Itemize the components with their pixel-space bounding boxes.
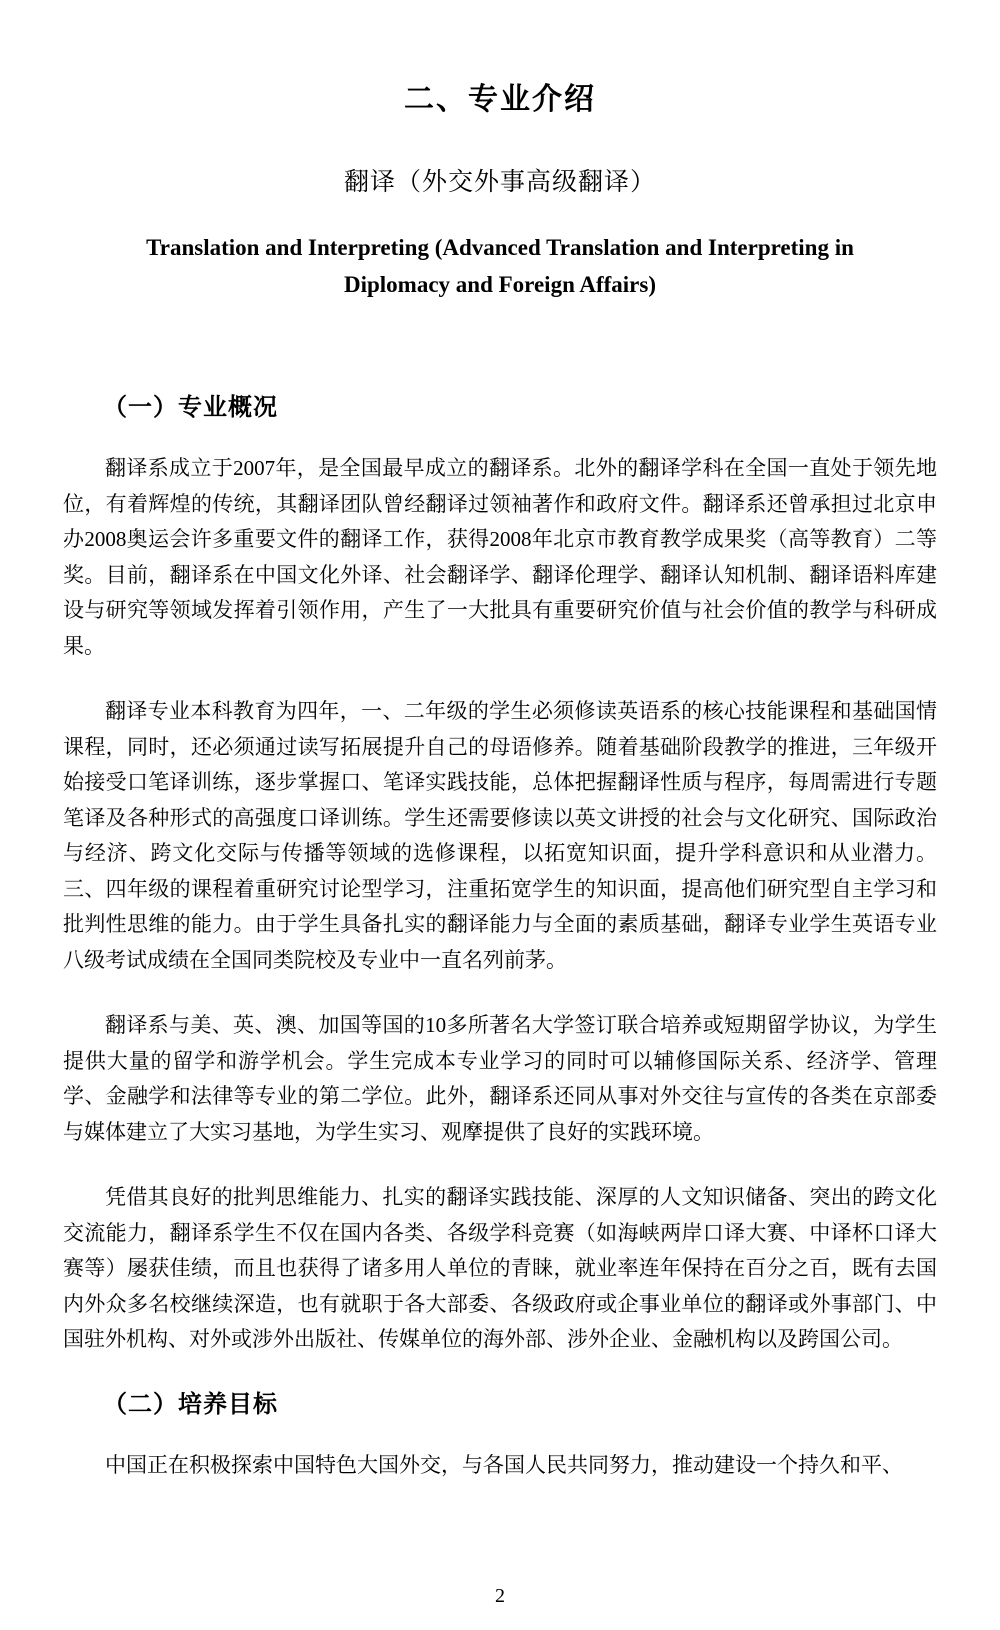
english-title-line-2: Diplomacy and Foreign Affairs): [344, 272, 656, 297]
section-heading-overview: （一）专业概况: [103, 394, 278, 421]
section-heading-objectives: （二）培养目标: [103, 1390, 278, 1418]
page-title: 二、专业介绍: [404, 83, 596, 116]
page-number: 2: [495, 1585, 505, 1607]
overview-paragraph-4: 凭借其良好的批判思维能力、扎实的翻译实践技能、深厚的人文知识储备、突出的跨文化交流能力，翻译系学生不仅在国内各类、各级学科竞赛（如海峡两岸口译大赛、中译杯口译大赛等）屡获佳绩，而且也获得了诸多用人单位的青睐，就业率连年保持在百分之百，既有去国内外众多名校继续深造，也有就职于各大部委、各级政府或企事业单位的翻译或外事部门、中国驻外机构、对外或涉外出版社、传媒单位的海外部、涉外企业、金融机构以及跨国公司。: [63, 1185, 937, 1351]
english-title: [63, 229, 937, 303]
overview-paragraph-2: 翻译专业本科教育为四年，一、二年级的学生必须修读英语系的核心技能课程和基础国情课程，同时，还必须通过读写拓展提升自己的母语修养。随着基础阶段教学的推进，三年级开始接受口笔译训练，逐步掌握口、笔译实践技能，总体把握翻译性质与程序，每周需进行专题笔译及各种形式的高强度口译训练。学生还需要修读以英文讲授的社会与文化研究、国际政治与经济、跨文化交际与传播等领域的选修课程，以拓宽知识面，提升学科意识和从业潜力。三、四年级的课程着重研究讨论型学习，注重拓宽学生的知识面，提高他们研究型自主学习和批判性思维的能力。由于学生具备扎实的翻译能力与全面的素质基础，翻译专业学生英语专业八级考试成绩在全国同类院校及专业中一直名列前茅。: [63, 699, 937, 972]
english-title-line-1: Translation and Interpreting (Advanced Translation and Interpreting in: [146, 235, 854, 260]
overview-paragraph-3: 翻译系与美、英、澳、加国等国的10多所著名大学签订联合培养或短期留学协议，为学生提供大量的留学和游学机会。学生完成本专业学习的同时可以辅修国际关系、经济学、管理学、金融学和法律等专业的第二学位。此外，翻译系还同从事对外交往与宣传的各类在京部委与媒体建立了大实习基地，为学生实习、观摩提供了良好的实践环境。: [63, 1013, 937, 1144]
objectives-paragraph-1: 中国正在积极探索中国特色大国外交，与各国人民共同努力，推动建设一个持久和平、: [105, 1452, 903, 1477]
major-subtitle: 翻译（外交外事高级翻译）: [343, 168, 656, 196]
overview-paragraph-1: 翻译系成立于2007年，是全国最早成立的翻译系。北外的翻译学科在全国一直处于领先地位，有着辉煌的传统，其翻译团队曾经翻译过领袖著作和政府文件。翻译系还曾承担过北京申办2008奥运会许多重要文件的翻译工作，获得2008年北京市教育教学成果奖（高等教育）二等奖。目前，翻译系在中国文化外译、社会翻译学、翻译伦理学、翻译认知机制、翻译语料库建设与研究等领域发挥着引领作用，产生了一大批具有重要研究价值与社会价值的教学与科研成果。: [63, 456, 937, 658]
